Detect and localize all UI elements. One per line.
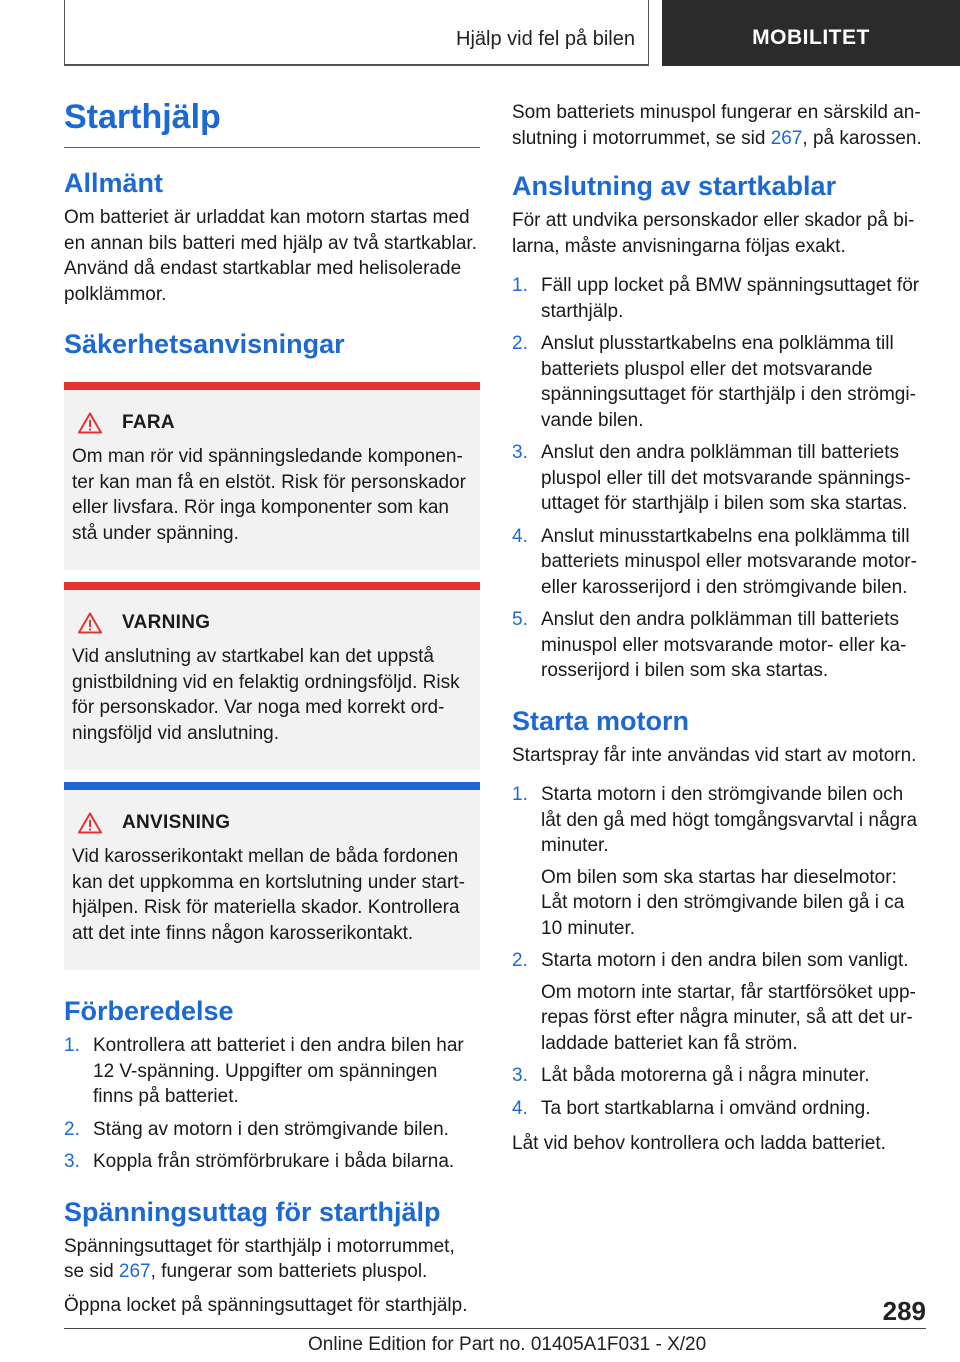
step-text: Fäll upp locket på BMW spänningsuttaget för starthjälp. [541, 275, 920, 322]
list-item [64, 1033, 480, 1110]
paragraph: Öppna locket på spänningsuttaget för starthjälp. [64, 1294, 468, 1316]
paragraph: Om batteriet är urladdat kan motorn startas med en annan bils batteri med hjälp av två startkablar. Använd då endast startkablar med helisolerade polklämmor. [64, 207, 477, 305]
section-heading: Säkerhetsanvisningar [64, 329, 345, 359]
page-header [0, 0, 960, 66]
step-text: Anslut den andra polklämman till batteriets minuspol eller motsvarande motor- eller karosserijord i bilen som ska startas. [541, 609, 907, 681]
right-column [512, 100, 926, 1165]
notice-info [64, 782, 480, 970]
notice-title: ANVISNING [122, 812, 231, 833]
section-heading: Allmänt [64, 168, 164, 198]
left-column [64, 98, 480, 1326]
notice-danger [64, 382, 480, 570]
step-number: 4. [512, 1097, 528, 1119]
paragraph: Startspray får inte användas vid start av motorn. [512, 744, 917, 766]
step-subtext: Om motorn inte startar, får startförsöket upprepas först efter några minuter, så att det urladdade batteriet kan få ström. [541, 981, 916, 1054]
list-item [512, 524, 926, 601]
warning-triangle-icon [78, 812, 102, 834]
notice-title: FARA [122, 412, 175, 433]
step-text: Starta motorn i den andra bilen som vanligt. [541, 950, 909, 971]
text-run: , fungerar som batteriets pluspol. [150, 1261, 428, 1282]
step-number: 3. [512, 442, 528, 463]
list-item [512, 782, 926, 941]
chapter-title: Hjälp vid fel på bilen [456, 28, 635, 50]
section-heading: Anslutning av startkablar [512, 171, 837, 201]
step-number: 2. [64, 1118, 80, 1140]
list-item [512, 1096, 926, 1122]
step-text: Ta bort startkablarna i omvänd ordning. [541, 1097, 871, 1119]
page-number: 289 [882, 1296, 926, 1326]
list-item [64, 1149, 480, 1175]
step-number: 4. [512, 525, 528, 547]
paragraph [512, 100, 926, 151]
notice-warning [64, 582, 480, 770]
step-text: Anslut minusstartkabelns ena polklämma till batteriets minuspol eller motsvarande motor- eller karosserijord i den strömgivande bilen. [541, 525, 917, 598]
step-number: 1. [64, 1035, 80, 1056]
connect-section [512, 171, 926, 684]
start-section [512, 706, 926, 1157]
notice-text: Vid karosserikontakt mellan de båda fordonen kan det uppkomma en kortslutning under starthjälpen. Risk för materiella skador. Kontrollera att det inte finns någon karosserikontakt. [72, 846, 465, 944]
step-text: Låt båda motorerna gå i några minuter. [541, 1065, 870, 1086]
header-divider [64, 0, 65, 66]
notice-text: Om man rör vid spänningsledande komponenter kan man få en elstöt. Risk för personskador eller livsfara. Rör inga komponenter som kan stå under spänning. [72, 446, 466, 544]
warning-triangle-icon [78, 612, 102, 634]
warning-triangle-icon [78, 412, 102, 434]
list-item [512, 331, 926, 433]
section-heading: Spänningsuttag för starthjälp [64, 1196, 441, 1227]
connect-steps [512, 273, 926, 684]
text-run: , på karossen. [802, 127, 922, 149]
step-number: 5. [512, 609, 528, 630]
page-title: Starthjälp [64, 98, 480, 148]
start-steps [512, 782, 926, 1121]
list-item [512, 273, 926, 324]
notice-header [78, 812, 472, 834]
list-item [512, 1063, 926, 1089]
step-number: 3. [512, 1065, 528, 1086]
text-run: Spänningsuttaget för starthjälp i motorrummet, se sid [64, 1235, 455, 1282]
page-link[interactable]: 267 [118, 1261, 151, 1282]
safety-section [64, 329, 480, 970]
header-rule [64, 64, 649, 66]
list-item [512, 607, 926, 684]
notice-title: VARNING [122, 612, 211, 633]
section-tab[interactable]: MOBILITET [662, 0, 960, 66]
general-section [64, 168, 480, 307]
section-heading: Starta motorn [512, 705, 690, 736]
step-subtext: Om bilen som ska startas har dieselmotor: Låt motorn i den strömgivande bilen gå i ca 10 minuter. [541, 866, 905, 939]
notice-header [78, 612, 472, 634]
step-number: 2. [512, 333, 528, 354]
step-number: 1. [512, 784, 528, 805]
paragraph: Låt vid behov kontrollera och ladda batteriet. [512, 1133, 886, 1154]
prep-section [64, 996, 480, 1175]
paragraph: För att undvika personskador eller skador på bilarna, måste anvisningarna följas exakt. [512, 210, 915, 257]
text-run: Som batteriets minuspol fungerar en särskild anslutning i motorrummet, se sid [512, 102, 921, 149]
step-text: Anslut plusstartkabelns ena polklämma till batteriets pluspol eller det motsvarande spänningsuttaget för starthjälp i den strömgivande bilen. [541, 333, 916, 431]
step-text: Koppla från strömförbrukare i båda bilarna. [93, 1151, 455, 1172]
list-item [512, 948, 926, 1056]
page-link[interactable]: 267 [770, 127, 803, 149]
prep-steps [64, 1033, 480, 1175]
step-number: 2. [512, 950, 528, 971]
socket-section [64, 1197, 480, 1319]
edition-note: Online Edition for Part no. 01405A1F031 - X/20 [308, 1334, 707, 1355]
section-heading: Förberedelse [64, 996, 234, 1026]
list-item [512, 440, 926, 517]
step-number: 1. [512, 275, 528, 296]
step-text: Anslut den andra polklämman till batteriets pluspol eller till det motsvarande spänningsuttaget för starthjälp i bilen som ska startas. [541, 442, 911, 514]
footer-rule [64, 1328, 926, 1329]
notice-header [78, 412, 472, 434]
step-text: Kontrollera att batteriet i den andra bilen har 12 V-spänning. Uppgifter om spänningen finns på batteriet. [93, 1035, 464, 1107]
notice-text: Vid anslutning av startkabel kan det uppstå gnistbildning vid en felaktig ordningsföljd. Risk för personskador. Var noga med korrekt ordningsföljd vid anslutning. [72, 646, 460, 744]
step-text: Stäng av motorn i den strömgivande bilen. [93, 1118, 449, 1140]
step-text: Starta motorn i den strömgivande bilen och låt den gå med högt tomgångsvarvtal i några minuter. [541, 784, 918, 856]
header-divider [648, 0, 649, 66]
paragraph [64, 1234, 480, 1285]
step-number: 3. [64, 1151, 80, 1172]
list-item [64, 1117, 480, 1143]
